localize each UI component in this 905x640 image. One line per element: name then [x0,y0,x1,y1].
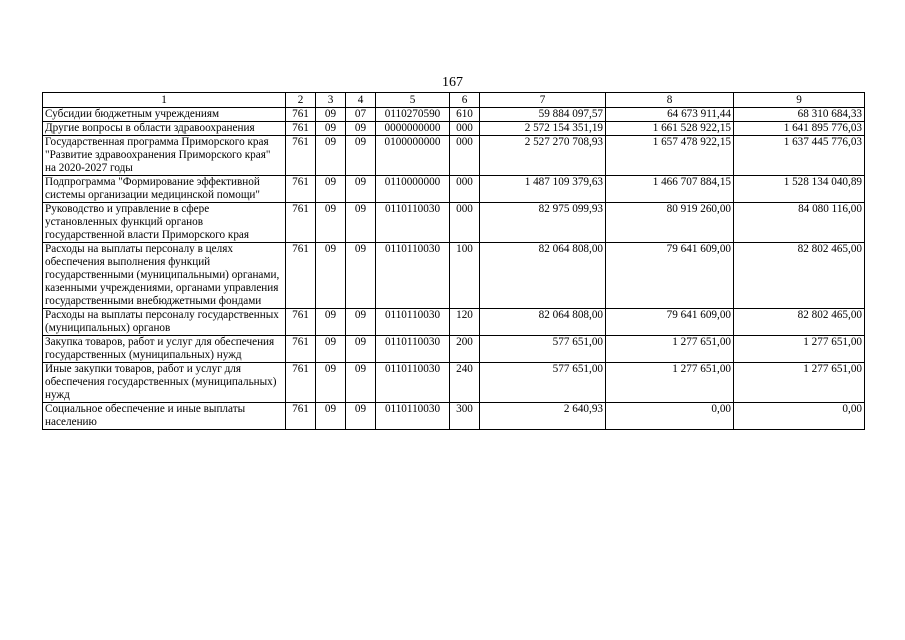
row-col-3: 09 [316,336,346,363]
row-col-4: 07 [346,108,376,122]
row-col-6: 120 [450,309,480,336]
table-row [43,336,865,363]
row-col-5: 0100000000 [376,136,450,176]
column-header-9: 9 [734,93,865,108]
table-row [43,243,865,309]
row-col-9: 68 310 684,33 [734,108,865,122]
row-col-8: 79 641 609,00 [606,243,734,309]
row-col-7: 1 487 109 379,63 [480,176,606,203]
row-col-3: 09 [316,122,346,136]
row-col-9: 0,00 [734,403,865,430]
row-name: Другие вопросы в области здравоохранения [43,122,286,136]
row-col-2: 761 [286,203,316,243]
column-header-4: 4 [346,93,376,108]
row-col-5: 0110110030 [376,203,450,243]
header-row [43,93,865,108]
row-name: Субсидии бюджетным учреждениям [43,108,286,122]
column-header-2: 2 [286,93,316,108]
row-col-3: 09 [316,176,346,203]
row-col-6: 200 [450,336,480,363]
row-col-8: 0,00 [606,403,734,430]
row-col-8: 1 657 478 922,15 [606,136,734,176]
row-col-6: 000 [450,176,480,203]
row-col-5: 0110110030 [376,363,450,403]
row-col-9: 1 277 651,00 [734,363,865,403]
row-col-3: 09 [316,243,346,309]
row-col-7: 82 975 099,93 [480,203,606,243]
row-col-9: 84 080 116,00 [734,203,865,243]
budget-table [42,92,865,430]
row-name: Расходы на выплаты персоналу государственных (муниципальных) органов [43,309,286,336]
table-row [43,136,865,176]
row-col-3: 09 [316,136,346,176]
row-col-7: 2 572 154 351,19 [480,122,606,136]
row-col-4: 09 [346,336,376,363]
row-col-6: 240 [450,363,480,403]
row-col-7: 82 064 808,00 [480,309,606,336]
row-col-2: 761 [286,336,316,363]
row-name: Расходы на выплаты персоналу в целях обеспечения выполнения функций государственными (муниципальными) органами, казенными учреждениями, органами управления государственными внебюджетными фондами [43,243,286,309]
table-row [43,203,865,243]
row-col-6: 000 [450,122,480,136]
row-col-3: 09 [316,108,346,122]
row-col-9: 1 641 895 776,03 [734,122,865,136]
row-col-2: 761 [286,108,316,122]
column-header-7: 7 [480,93,606,108]
row-col-2: 761 [286,136,316,176]
row-name: Закупка товаров, работ и услуг для обеспечения государственных (муниципальных) нужд [43,336,286,363]
row-col-8: 1 466 707 884,15 [606,176,734,203]
row-col-6: 000 [450,203,480,243]
row-col-7: 577 651,00 [480,363,606,403]
row-col-3: 09 [316,203,346,243]
row-col-6: 610 [450,108,480,122]
table-row [43,122,865,136]
table-row [43,309,865,336]
row-col-4: 09 [346,203,376,243]
row-name: Социальное обеспечение и иные выплаты населению [43,403,286,430]
row-col-3: 09 [316,403,346,430]
row-col-5: 0110110030 [376,336,450,363]
column-header-1: 1 [43,93,286,108]
row-col-2: 761 [286,309,316,336]
row-col-9: 1 528 134 040,89 [734,176,865,203]
row-col-2: 761 [286,122,316,136]
row-col-4: 09 [346,122,376,136]
row-col-8: 80 919 260,00 [606,203,734,243]
row-col-7: 2 527 270 708,93 [480,136,606,176]
column-header-6: 6 [450,93,480,108]
row-col-3: 09 [316,309,346,336]
row-col-3: 09 [316,363,346,403]
row-col-8: 64 673 911,44 [606,108,734,122]
row-col-2: 761 [286,176,316,203]
row-col-8: 1 277 651,00 [606,363,734,403]
row-col-5: 0110110030 [376,309,450,336]
table-row [43,403,865,430]
row-col-5: 0000000000 [376,122,450,136]
row-name: Государственная программа Приморского края "Развитие здравоохранения Приморского края" на 2020-2027 годы [43,136,286,176]
row-col-6: 300 [450,403,480,430]
column-header-3: 3 [316,93,346,108]
row-col-9: 1 637 445 776,03 [734,136,865,176]
row-col-4: 09 [346,243,376,309]
row-name: Иные закупки товаров, работ и услуг для обеспечения государственных (муниципальных) нужд [43,363,286,403]
row-col-9: 82 802 465,00 [734,243,865,309]
row-col-8: 1 661 528 922,15 [606,122,734,136]
row-name: Руководство и управление в сфере установленных функций органов государственной власти Приморского края [43,203,286,243]
column-header-5: 5 [376,93,450,108]
row-col-9: 82 802 465,00 [734,309,865,336]
row-name: Подпрограмма "Формирование эффективной системы организации медицинской помощи" [43,176,286,203]
row-col-5: 0110110030 [376,243,450,309]
row-col-6: 000 [450,136,480,176]
row-col-5: 0110000000 [376,176,450,203]
row-col-2: 761 [286,403,316,430]
row-col-9: 1 277 651,00 [734,336,865,363]
row-col-7: 2 640,93 [480,403,606,430]
row-col-7: 82 064 808,00 [480,243,606,309]
row-col-7: 577 651,00 [480,336,606,363]
row-col-6: 100 [450,243,480,309]
row-col-2: 761 [286,243,316,309]
row-col-4: 09 [346,136,376,176]
table-row [43,108,865,122]
row-col-4: 09 [346,363,376,403]
row-col-5: 0110270590 [376,108,450,122]
column-header-8: 8 [606,93,734,108]
row-col-8: 79 641 609,00 [606,309,734,336]
row-col-5: 0110110030 [376,403,450,430]
row-col-8: 1 277 651,00 [606,336,734,363]
row-col-7: 59 884 097,57 [480,108,606,122]
row-col-4: 09 [346,176,376,203]
row-col-4: 09 [346,403,376,430]
table-row [43,176,865,203]
table-row [43,363,865,403]
row-col-2: 761 [286,363,316,403]
page-number: 167 [442,75,463,90]
row-col-4: 09 [346,309,376,336]
